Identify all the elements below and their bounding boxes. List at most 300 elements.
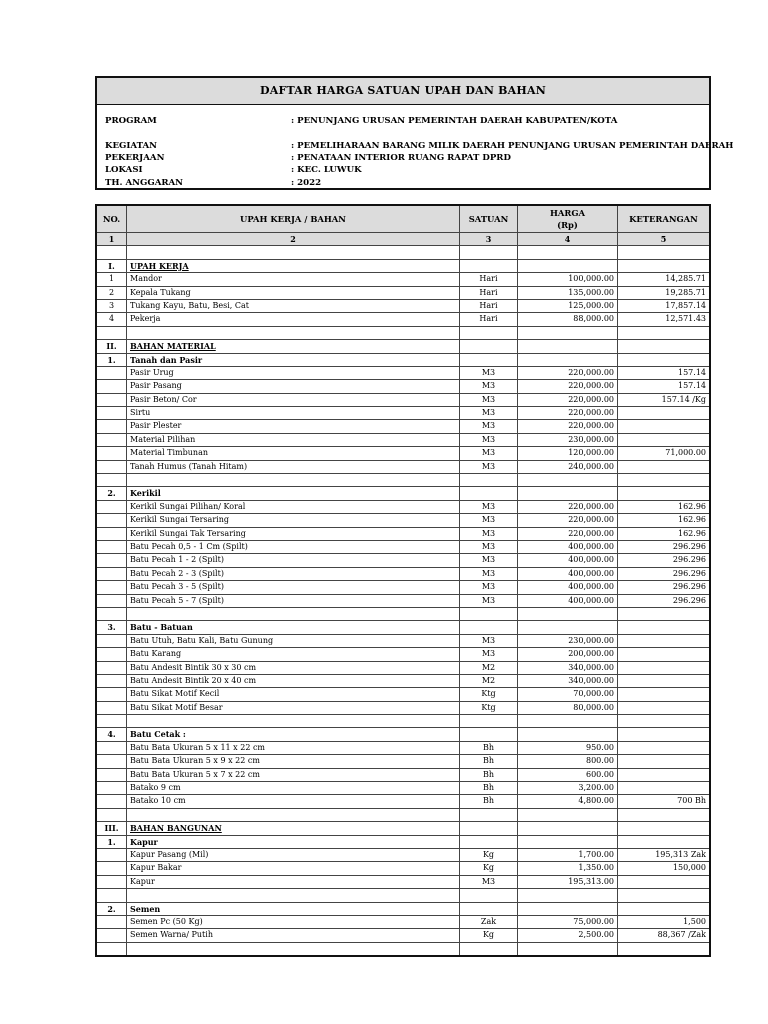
row-item-text: BAHAN BANGUNAN — [130, 823, 222, 834]
row-no — [97, 273, 127, 285]
row-no — [97, 782, 127, 794]
row-item — [127, 795, 460, 807]
row-item — [127, 889, 460, 901]
table-row — [97, 501, 709, 514]
row-unit — [460, 434, 518, 446]
row-no — [97, 300, 127, 312]
row-no — [97, 394, 127, 406]
row-price — [518, 501, 618, 513]
row-unit — [460, 943, 518, 955]
row-note — [618, 514, 709, 526]
table-row — [97, 662, 709, 675]
row-item — [127, 407, 460, 419]
row-item-text: Pasir Urug — [130, 367, 174, 377]
row-price-text: 400,000.00 — [568, 595, 614, 605]
row-note — [618, 889, 709, 901]
row-price — [518, 246, 618, 258]
row-unit — [460, 260, 518, 272]
row-item-text: Batu Bata Ukuran 5 x 9 x 22 cm — [130, 756, 260, 766]
row-unit — [460, 675, 518, 687]
row-no — [97, 648, 127, 660]
row-price — [518, 434, 618, 446]
row-no — [97, 702, 127, 714]
row-note — [618, 501, 709, 513]
row-item — [127, 595, 460, 607]
row-unit — [460, 903, 518, 915]
row-item-text: Pasir Plester — [130, 421, 182, 431]
row-unit — [460, 648, 518, 660]
row-item-text: Tanah Humus (Tanah Hitam) — [130, 461, 248, 471]
row-unit — [460, 420, 518, 432]
row-unit-text: Kg — [482, 863, 495, 873]
row-price — [518, 903, 618, 915]
row-item-text: Mandor — [130, 274, 162, 284]
row-unit — [460, 662, 518, 674]
blank-row — [97, 943, 709, 955]
row-unit — [460, 528, 518, 540]
blank-row — [97, 474, 709, 487]
row-item-text: Batu Pecah 5 - 7 (Spilt) — [130, 595, 224, 605]
row-note — [618, 782, 709, 794]
table-row — [97, 380, 709, 393]
table-row — [97, 635, 709, 648]
row-unit — [460, 447, 518, 459]
row-no — [97, 340, 127, 352]
row-note — [618, 929, 709, 941]
row-item — [127, 554, 460, 566]
row-note — [618, 862, 709, 874]
row-item — [127, 862, 460, 874]
row-item — [127, 608, 460, 620]
table-row — [97, 782, 709, 795]
row-unit-text: M3 — [481, 635, 496, 645]
row-price — [518, 809, 618, 821]
row-unit-text: Hari — [479, 314, 498, 324]
row-item-text: Kerikil Sungai Tak Tersaring — [130, 528, 246, 538]
row-price — [518, 447, 618, 459]
row-unit — [460, 300, 518, 312]
row-unit — [460, 849, 518, 861]
row-item — [127, 354, 460, 366]
row-unit-text: M3 — [481, 528, 496, 538]
row-no — [97, 688, 127, 700]
field-label: KEGIATAN — [105, 141, 158, 151]
row-item-text: UPAH KERJA — [130, 260, 189, 271]
header-price-line1: HARGA — [549, 208, 586, 218]
row-note — [618, 755, 709, 767]
row-note — [618, 822, 709, 834]
table-row — [97, 514, 709, 527]
row-price — [518, 889, 618, 901]
row-unit-text: M3 — [481, 515, 496, 525]
row-unit-text: Zak — [480, 916, 497, 926]
row-unit — [460, 313, 518, 325]
row-price — [518, 822, 618, 834]
row-note-text: 296.296 — [672, 595, 706, 605]
row-item-text: Sirtu — [130, 408, 151, 418]
price-table — [95, 204, 711, 957]
field-label: TH. ANGGARAN — [105, 178, 184, 188]
row-unit-text: M3 — [481, 555, 496, 565]
row-note — [618, 354, 709, 366]
row-price — [518, 688, 618, 700]
row-note-text: 700 Bh — [677, 796, 706, 806]
row-note — [618, 662, 709, 674]
table-row — [97, 300, 709, 313]
row-item — [127, 287, 460, 299]
row-note — [618, 273, 709, 285]
row-item-text: Material Timbunan — [130, 448, 208, 458]
row-unit — [460, 715, 518, 727]
row-unit — [460, 769, 518, 781]
row-no — [97, 822, 127, 834]
row-no — [97, 367, 127, 379]
row-price — [518, 648, 618, 660]
header-note: KETERANGAN — [629, 214, 698, 224]
row-price-text: 220,000.00 — [568, 528, 614, 538]
row-price — [518, 487, 618, 499]
row-price-text: 400,000.00 — [568, 541, 614, 551]
row-no — [97, 836, 127, 848]
row-price — [518, 795, 618, 807]
row-unit — [460, 354, 518, 366]
field-label: PEKERJAAN — [105, 153, 165, 163]
row-note-text: 157.14 — [678, 381, 706, 391]
row-item-text: Kapur — [130, 836, 158, 847]
row-item — [127, 581, 460, 593]
document-header — [95, 76, 734, 190]
row-price-text: 230,000.00 — [568, 434, 614, 444]
blank-row — [97, 608, 709, 621]
row-price-text: 800.00 — [586, 756, 614, 766]
row-note — [618, 461, 709, 473]
table-row — [97, 876, 709, 889]
row-note — [618, 541, 709, 553]
row-note — [618, 688, 709, 700]
row-no — [97, 260, 127, 272]
row-unit-text: Bh — [482, 756, 495, 766]
row-unit — [460, 514, 518, 526]
row-item-text: Semen — [130, 903, 161, 914]
row-item — [127, 675, 460, 687]
row-note-text: 195,313 Zak — [655, 849, 706, 859]
row-unit — [460, 635, 518, 647]
row-price — [518, 528, 618, 540]
row-price-text: 195,313.00 — [568, 876, 614, 886]
row-price — [518, 300, 618, 312]
row-item — [127, 929, 460, 941]
row-no — [97, 528, 127, 540]
row-unit — [460, 876, 518, 888]
row-price — [518, 541, 618, 553]
row-no-text: I. — [108, 260, 115, 271]
row-unit — [460, 836, 518, 848]
row-item-text: Kepala Tukang — [130, 287, 191, 297]
row-price-text: 340,000.00 — [568, 675, 614, 685]
row-no — [97, 407, 127, 419]
header-no: NO. — [97, 206, 127, 232]
row-price-text: 200,000.00 — [568, 649, 614, 659]
row-item — [127, 474, 460, 486]
row-no — [97, 581, 127, 593]
row-no — [97, 795, 127, 807]
row-note — [618, 246, 709, 258]
row-no — [97, 474, 127, 486]
row-item — [127, 447, 460, 459]
row-no — [97, 876, 127, 888]
col-number: 1 — [97, 233, 127, 245]
row-unit — [460, 340, 518, 352]
row-item — [127, 916, 460, 928]
row-item — [127, 728, 460, 740]
section-row — [97, 822, 709, 835]
row-price-text: 400,000.00 — [568, 582, 614, 592]
row-item-text: Batu Utuh, Batu Kali, Batu Gunung — [130, 635, 274, 645]
row-note — [618, 487, 709, 499]
row-item-text: Kerikil Sungai Tersaring — [130, 515, 229, 525]
row-price — [518, 367, 618, 379]
row-price — [518, 929, 618, 941]
row-item-text: Pasir Pasang — [130, 381, 182, 391]
field-value: : PENUNJANG URUSAN PEMERINTAH DAERAH KABUPATEN/KOTA — [291, 116, 618, 126]
section-row — [97, 487, 709, 500]
row-unit — [460, 541, 518, 553]
row-item — [127, 702, 460, 714]
row-price — [518, 608, 618, 620]
row-item — [127, 769, 460, 781]
row-no — [97, 755, 127, 767]
row-price — [518, 782, 618, 794]
table-row — [97, 461, 709, 474]
row-price — [518, 394, 618, 406]
row-unit-text: M3 — [481, 421, 496, 431]
row-no — [97, 447, 127, 459]
row-unit-text: Bh — [482, 783, 495, 793]
row-unit-text: M3 — [481, 448, 496, 458]
row-price — [518, 916, 618, 928]
row-unit-text: M3 — [481, 568, 496, 578]
row-item-text: Batu Karang — [130, 649, 182, 659]
row-unit — [460, 327, 518, 339]
row-note — [618, 903, 709, 915]
row-unit-text: Hari — [479, 287, 498, 297]
field-label: PROGRAM — [105, 116, 157, 126]
row-unit — [460, 554, 518, 566]
table-row — [97, 554, 709, 567]
row-unit — [460, 394, 518, 406]
row-note — [618, 769, 709, 781]
row-price — [518, 260, 618, 272]
row-unit-text: M3 — [481, 595, 496, 605]
row-price-text: 220,000.00 — [568, 421, 614, 431]
row-price — [518, 595, 618, 607]
row-unit — [460, 702, 518, 714]
row-no — [97, 568, 127, 580]
row-unit — [460, 795, 518, 807]
row-item — [127, 300, 460, 312]
section-row — [97, 903, 709, 916]
row-unit-text: Ktg — [481, 702, 496, 712]
row-unit — [460, 487, 518, 499]
row-unit-text: Hari — [479, 300, 498, 310]
row-price — [518, 742, 618, 754]
row-note — [618, 916, 709, 928]
row-no — [97, 434, 127, 446]
row-unit-text: M3 — [481, 434, 496, 444]
header-price — [518, 206, 618, 232]
table-row — [97, 420, 709, 433]
row-note-text: 296.296 — [672, 568, 706, 578]
row-no — [97, 715, 127, 727]
row-note — [618, 447, 709, 459]
row-price-text: 1,350.00 — [578, 863, 614, 873]
row-note — [618, 367, 709, 379]
row-no-text: 3 — [108, 300, 115, 310]
row-price-text: 135,000.00 — [568, 287, 614, 297]
row-unit — [460, 728, 518, 740]
row-item-text: Kapur — [130, 876, 155, 886]
row-unit — [460, 367, 518, 379]
row-price — [518, 662, 618, 674]
row-price — [518, 474, 618, 486]
row-unit — [460, 621, 518, 633]
row-price-text: 220,000.00 — [568, 367, 614, 377]
row-note — [618, 434, 709, 446]
row-price-text: 100,000.00 — [568, 274, 614, 284]
row-price — [518, 380, 618, 392]
row-price-text: 125,000.00 — [568, 300, 614, 310]
table-header-row — [97, 206, 709, 233]
row-item — [127, 822, 460, 834]
row-item-text: Pasir Beton/ Cor — [130, 394, 197, 404]
row-no-text: II. — [106, 341, 117, 352]
row-note-text: 150,000 — [672, 863, 706, 873]
row-unit-text: M2 — [481, 662, 496, 672]
section-row — [97, 340, 709, 353]
row-item — [127, 340, 460, 352]
row-unit-text: Bh — [482, 769, 495, 779]
row-item-text: BAHAN MATERIAL — [130, 341, 216, 352]
table-row — [97, 755, 709, 768]
header-item: UPAH KERJA / BAHAN — [127, 206, 460, 232]
row-no — [97, 420, 127, 432]
row-price — [518, 420, 618, 432]
column-number-row — [97, 233, 709, 246]
table-row — [97, 568, 709, 581]
row-price-text: 88,000.00 — [573, 314, 614, 324]
row-no — [97, 849, 127, 861]
row-price — [518, 313, 618, 325]
row-price — [518, 836, 618, 848]
row-item — [127, 648, 460, 660]
row-price-text: 70,000.00 — [573, 689, 614, 699]
row-note — [618, 300, 709, 312]
row-note — [618, 849, 709, 861]
row-unit-text: Ktg — [481, 689, 496, 699]
table-body — [97, 246, 709, 955]
row-price — [518, 943, 618, 955]
row-note-text: 17,857.14 — [665, 300, 706, 310]
table-row — [97, 367, 709, 380]
row-note — [618, 474, 709, 486]
table-row — [97, 434, 709, 447]
row-item-text: Kapur Bakar — [130, 863, 182, 873]
row-item — [127, 849, 460, 861]
col-number: 5 — [660, 234, 667, 244]
row-no — [97, 903, 127, 915]
row-unit — [460, 782, 518, 794]
row-unit — [460, 407, 518, 419]
row-note — [618, 675, 709, 687]
row-note — [618, 407, 709, 419]
row-no — [97, 675, 127, 687]
table-row — [97, 742, 709, 755]
row-note-text: 296.296 — [672, 582, 706, 592]
row-price-text: 3,200.00 — [578, 783, 614, 793]
row-price-text: 4,800.00 — [578, 796, 614, 806]
row-no — [97, 662, 127, 674]
row-price-text: 120,000.00 — [568, 448, 614, 458]
row-unit — [460, 595, 518, 607]
row-price — [518, 554, 618, 566]
row-price — [518, 702, 618, 714]
row-unit-text: M3 — [481, 582, 496, 592]
row-note — [618, 394, 709, 406]
section-row — [97, 836, 709, 849]
table-row — [97, 688, 709, 701]
row-unit — [460, 809, 518, 821]
row-unit — [460, 889, 518, 901]
section-row — [97, 354, 709, 367]
row-item-text: Batu Cetak : — [130, 729, 186, 740]
row-price — [518, 621, 618, 633]
row-price-text: 220,000.00 — [568, 515, 614, 525]
row-item — [127, 273, 460, 285]
row-note — [618, 715, 709, 727]
row-item — [127, 621, 460, 633]
table-row — [97, 273, 709, 286]
table-row — [97, 862, 709, 875]
row-no — [97, 554, 127, 566]
row-no-text: 2. — [107, 488, 116, 499]
row-item — [127, 662, 460, 674]
table-row — [97, 541, 709, 554]
row-price-text: 75,000.00 — [573, 916, 614, 926]
row-price — [518, 461, 618, 473]
row-unit — [460, 742, 518, 754]
row-note — [618, 313, 709, 325]
row-unit — [460, 929, 518, 941]
row-note — [618, 340, 709, 352]
row-price — [518, 755, 618, 767]
row-unit — [460, 568, 518, 580]
row-no — [97, 313, 127, 325]
row-note — [618, 595, 709, 607]
table-row — [97, 769, 709, 782]
table-row — [97, 916, 709, 929]
section-row — [97, 728, 709, 741]
row-unit — [460, 862, 518, 874]
blank-row — [97, 889, 709, 902]
row-unit — [460, 287, 518, 299]
row-item-text: Pekerja — [130, 314, 161, 324]
blank-row — [97, 715, 709, 728]
row-no — [97, 595, 127, 607]
row-item-text: Semen Pc (50 Kg) — [130, 916, 203, 926]
row-note — [618, 581, 709, 593]
row-unit — [460, 755, 518, 767]
row-item — [127, 903, 460, 915]
